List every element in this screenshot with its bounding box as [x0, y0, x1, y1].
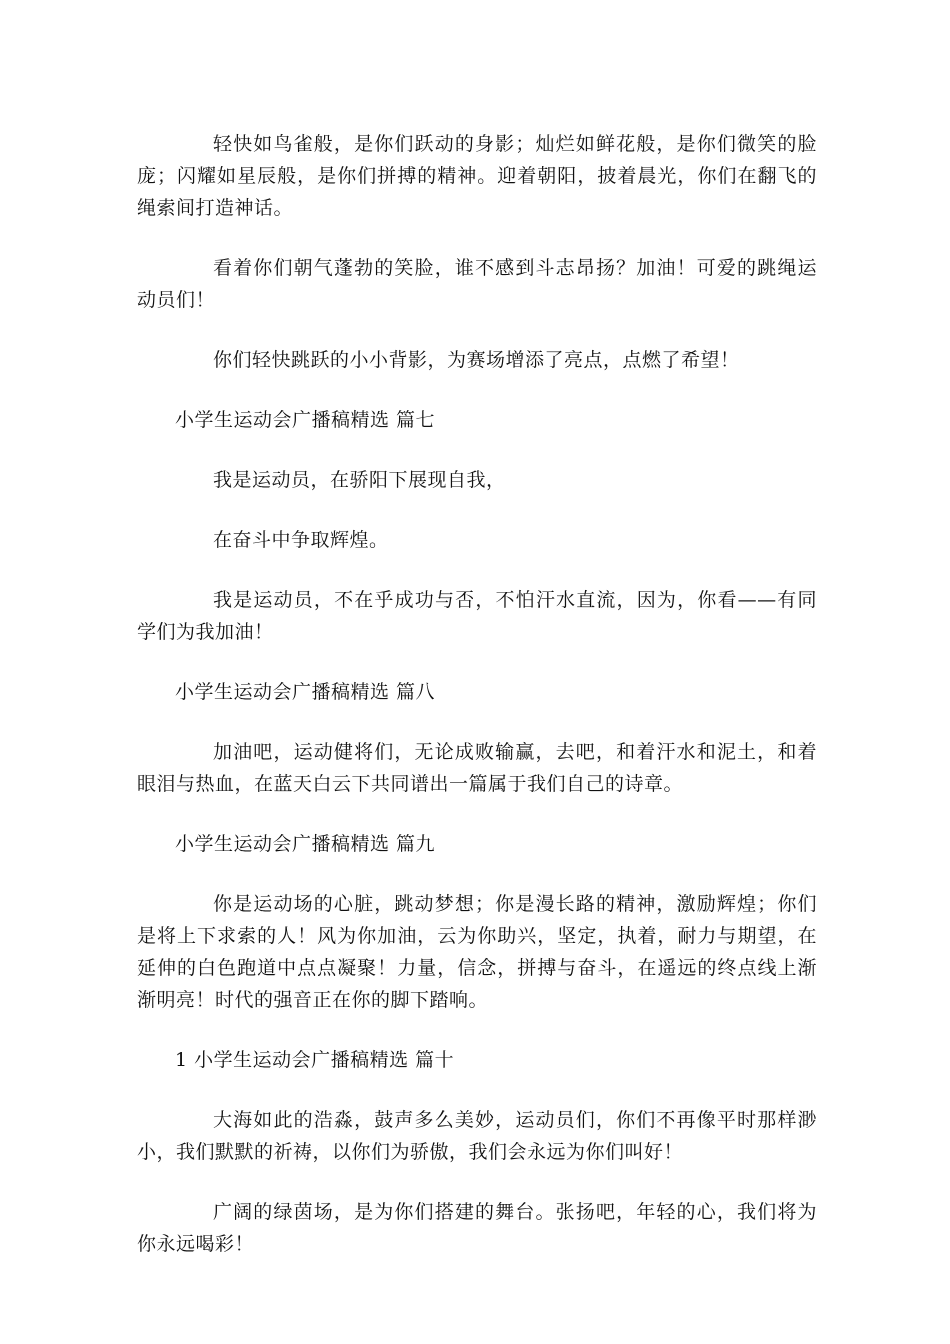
paragraph: 轻快如鸟雀般，是你们跃动的身影；灿烂如鲜花般，是你们微笑的脸庞；闪耀如星辰般，是你们拼搏的精神。迎着朝阳，披着晨光，你们在翻飞的绳索间打造神话。: [137, 133, 817, 219]
section-heading: 小学生运动会广播稿精选 篇九: [175, 833, 436, 855]
paragraph: 我是运动员，在骄阳下展现自我，: [213, 469, 506, 491]
paragraph: 看着你们朝气蓬勃的笑脸，谁不感到斗志昂扬？加油！可爱的跳绳运动员们！: [137, 257, 817, 311]
section-heading: 小学生运动会广播稿精选 篇七: [175, 409, 436, 431]
paragraph: 我是运动员，不在乎成功与否，不怕汗水直流，因为，你看——有同学们为我加油！: [137, 589, 817, 643]
section-heading: 小学生运动会广播稿精选 篇八: [175, 681, 436, 703]
paragraph: 你是运动场的心脏，跳动梦想；你是漫长路的精神，激励辉煌；你们是将上下求索的人！风为你加油，云为你助兴，坚定，执着，耐力与期望，在延伸的白色跑道中点点凝聚！力量，信念，拼搏与奋斗，在遥远的终点线上渐渐明亮！时代的强音正在你的脚下踏响。: [137, 893, 817, 1011]
section-heading: 1 小学生运动会广播稿精选 篇十: [175, 1049, 455, 1071]
paragraph: 广阔的绿茵场，是为你们搭建的舞台。张扬吧，年轻的心，我们将为你永远喝彩！: [137, 1201, 817, 1255]
paragraph: 你们轻快跳跃的小小背影，为赛场增添了亮点，点燃了希望！: [213, 349, 740, 371]
paragraph: 大海如此的浩淼，鼓声多么美妙，运动员们，你们不再像平时那样渺小，我们默默的祈祷，以你们为骄傲，我们会永远为你们叫好！: [137, 1109, 817, 1163]
document-page: [137, 128, 817, 1288]
paragraph: 加油吧，运动健将们，无论成败输赢，去吧，和着汗水和泥土，和着眼泪与热血，在蓝天白云下共同谱出一篇属于我们自己的诗章。: [137, 741, 817, 795]
paragraph: 在奋斗中争取辉煌。: [213, 529, 389, 551]
